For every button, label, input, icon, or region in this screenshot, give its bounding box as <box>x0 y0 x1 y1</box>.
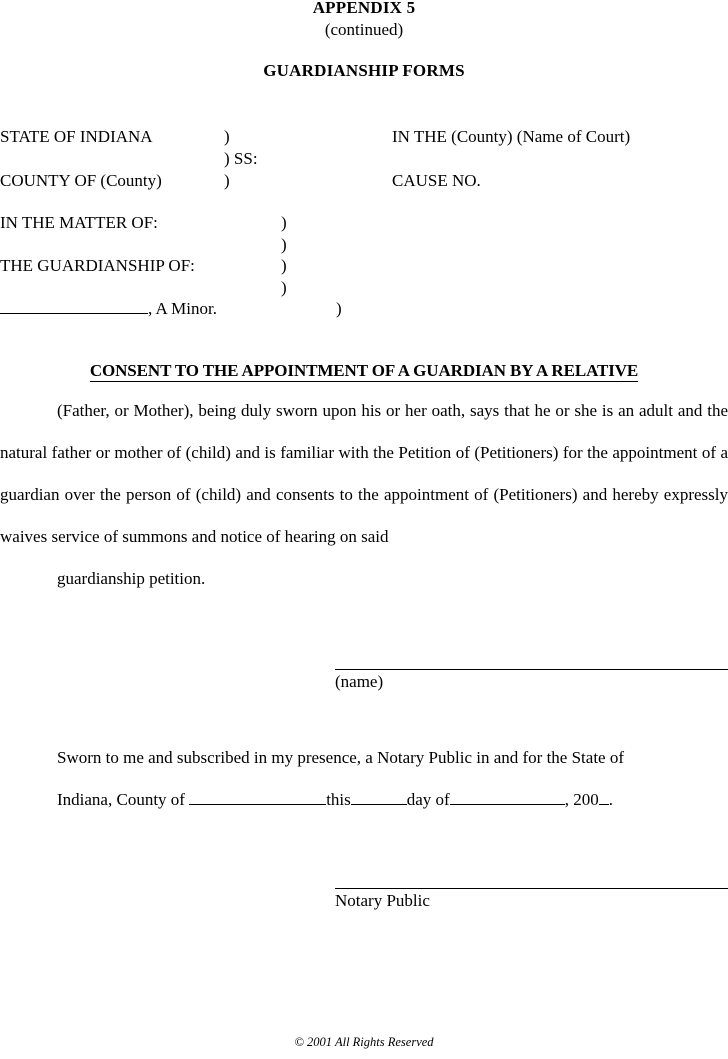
consent-paragraph-text: (Father, or Mother), being duly sworn upon his or her oath, says that he or she is an adult and the natural father or mother of (child) and is familiar with the Petition of (Petitioners) for the appointment of a guardian over the person of (child) and consents to the appointment of (Petitioners) and hereby expressly waives service of summons and notice of hearing on said <box>0 401 728 546</box>
affiant-signature-label: (name) <box>335 672 384 691</box>
matter-row <box>0 255 728 277</box>
appendix-heading: APPENDIX 5 <box>312 0 416 17</box>
court-name-label: IN THE (County) (Name of Court) <box>392 127 631 146</box>
matter-paren: ) <box>336 299 342 318</box>
notary-period: . <box>608 790 613 809</box>
notary-year-blank[interactable] <box>599 789 609 805</box>
matter-paren: ) <box>281 277 287 297</box>
guardianship-forms-heading: GUARDIANSHIP FORMS <box>263 61 465 80</box>
matter-paren: ) <box>281 256 287 275</box>
document-title-text: CONSENT TO THE APPOINTMENT OF A GUARDIAN BY A RELATIVE <box>89 361 639 380</box>
notary-signature-block <box>335 888 728 912</box>
matter-row <box>0 234 728 256</box>
notary-day-blank[interactable] <box>351 789 407 805</box>
minor-name-blank[interactable] <box>0 298 148 314</box>
consent-paragraph-lastline: guardianship petition. <box>57 569 206 588</box>
caption-ss-paren: ) SS: <box>224 149 258 168</box>
matter-row-minor <box>0 298 728 320</box>
notary-jurat-line1: Sworn to me and subscribed in my presence, a Notary Public in and for the State of <box>57 748 625 767</box>
consent-paragraph <box>0 390 728 600</box>
matter-paren: ) <box>281 234 287 254</box>
caption-row <box>0 170 728 192</box>
caption-row <box>0 148 728 170</box>
notary-county-blank[interactable] <box>189 789 326 805</box>
affiant-signature-block <box>335 669 728 693</box>
the-guardianship-of-label: THE GUARDIANSHIP OF: <box>0 256 195 275</box>
continued-label: (continued) <box>324 20 404 39</box>
notary-jurat-paragraph <box>0 737 728 821</box>
in-the-matter-of-label: IN THE MATTER OF: <box>0 213 158 232</box>
caption-row <box>0 126 728 148</box>
notary-year-prefix: , 200 <box>564 790 599 809</box>
matter-paren: ) <box>281 213 287 232</box>
affiant-signature-rule[interactable] <box>335 669 728 670</box>
caption-paren: ) <box>224 127 230 146</box>
state-label: STATE OF INDIANA <box>0 127 153 146</box>
matter-row <box>0 212 728 234</box>
minor-suffix-label: , A Minor. <box>148 299 217 318</box>
document-title <box>0 361 728 381</box>
matter-row <box>0 277 728 299</box>
county-label: COUNTY OF (County) <box>0 171 162 190</box>
cause-number-label: CAUSE NO. <box>392 171 481 190</box>
caption-paren: ) <box>224 171 230 190</box>
notary-signature-label: Notary Public <box>335 891 430 910</box>
notary-jurat-line2 <box>0 779 728 821</box>
notary-this-label: this <box>326 790 351 809</box>
notary-day-of-label: day of <box>406 790 450 809</box>
notary-month-blank[interactable] <box>450 789 565 805</box>
matter-block <box>0 212 728 320</box>
court-caption <box>0 126 728 192</box>
notary-signature-rule[interactable] <box>335 888 728 889</box>
copyright-footer: © 2001 All Rights Reserved <box>294 1035 434 1049</box>
notary-county-prefix: Indiana, County of <box>57 790 190 809</box>
minor-name-line <box>0 298 217 320</box>
